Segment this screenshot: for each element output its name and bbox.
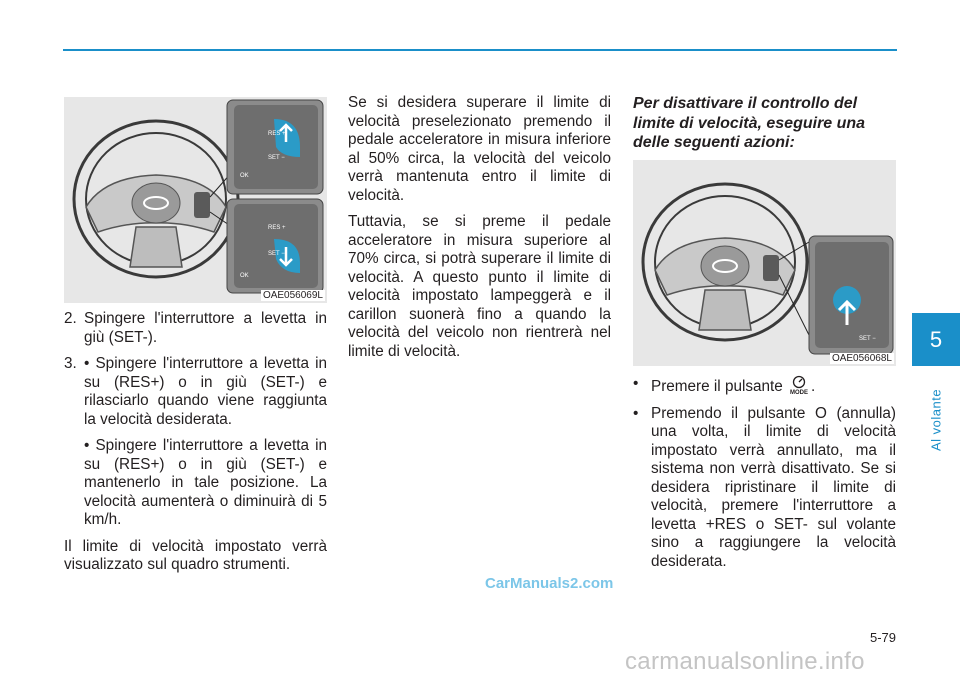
steering-wheel-figure-right <box>633 160 896 366</box>
step-3b <box>64 437 327 530</box>
column-3-heading <box>633 94 896 163</box>
chapter-title-text: Al volante <box>928 388 944 452</box>
bullet-cancel <box>633 405 896 572</box>
step-number: 2. <box>64 310 77 327</box>
mode-instruction-tail: . <box>811 378 816 395</box>
steering-wheel-illustration <box>64 97 327 303</box>
step-3a <box>64 355 327 429</box>
chapter-tab <box>912 313 960 366</box>
mode-instruction: Premere il pulsante <box>651 378 783 395</box>
steering-wheel-figure-left <box>64 97 327 303</box>
display-note: Il limite di velocità impostato verrà visualizzato sul quadro strumenti. <box>64 537 327 573</box>
set-label-bottom: SET − <box>268 251 285 257</box>
watermark-bottom: carmanualsonline.info <box>625 648 865 675</box>
page-number: 5-79 <box>869 630 896 645</box>
set-label-top: SET − <box>268 155 285 161</box>
watermark-top: CarManuals2.com <box>485 575 614 592</box>
step-text: • Spingere l'interruttore a levetta in su (RES+) o in giù (SET-) e rilasciarlo quando viene raggiunta la velocità desiderata. <box>84 355 327 428</box>
top-rule <box>63 49 897 51</box>
set-label-right: SET − <box>859 336 876 342</box>
ok-label-bottom: OK <box>240 273 249 279</box>
ok-label-top: OK <box>240 173 249 179</box>
bullet-text <box>651 375 896 397</box>
res-label-top: RES + <box>268 131 286 137</box>
section-heading: Per disattivare il controllo del limite di velocità, eseguire una delle seguenti azioni: <box>633 95 866 151</box>
step-number <box>64 437 84 530</box>
figure-code-right: OAE056068L <box>831 353 892 364</box>
paragraph-1: Se si desidera superare il limite di velocità preselezionato premendo il pedale acceleratore in misura inferiore al 50% circa, la velocità del veicolo verrà mantenuta entro il limite di velocità. <box>348 94 611 204</box>
step-number: 3. <box>64 355 77 372</box>
res-label-bottom: RES + <box>268 225 286 231</box>
chapter-title <box>912 375 960 465</box>
figure-code-left: OAE056069L <box>262 290 323 301</box>
bullet-dot: • <box>633 375 639 392</box>
column-3-bullets <box>633 375 896 579</box>
column-2 <box>348 94 611 369</box>
paragraph-2: Tuttavia, se si preme il pedale acceleratore in misura superiore al 70% circa, si potrà superare il limite di velocità. A questo punto il limite di velocità impostato lampeggerà e il carillon suonerà fino a quando la velocità del veicolo non rientrerà nel limite di velocità. <box>348 213 611 360</box>
bullet-mode <box>633 375 896 397</box>
steering-wheel-illustration <box>633 160 896 366</box>
step-text: Spingere l'interruttore a levetta in giù (SET-). <box>84 310 327 346</box>
step-text: • Spingere l'interruttore a levetta in su (RES+) o in giù (SET-) e mantenerlo in tale posizione. La velocità aumenterà o diminuirà di 5 km/h. <box>84 437 327 528</box>
step-2 <box>64 310 327 347</box>
bullet-text: Premendo il pulsante O (annulla) una volta, il limite di velocità impostato verrà annullato, ma il sistema non verrà disattivato. Se si desidera ripristinare il limite di velocità, premere l'interruttore a levetta +RES o SET- sul volante sino a raggiungere la velocità desiderata. <box>651 404 896 570</box>
mode-button-icon <box>787 375 811 395</box>
column-1 <box>64 310 327 583</box>
bullet-dot: • <box>633 404 639 422</box>
chapter-number: 5 <box>929 326 943 352</box>
mode-icon-label: MODE <box>790 390 809 395</box>
